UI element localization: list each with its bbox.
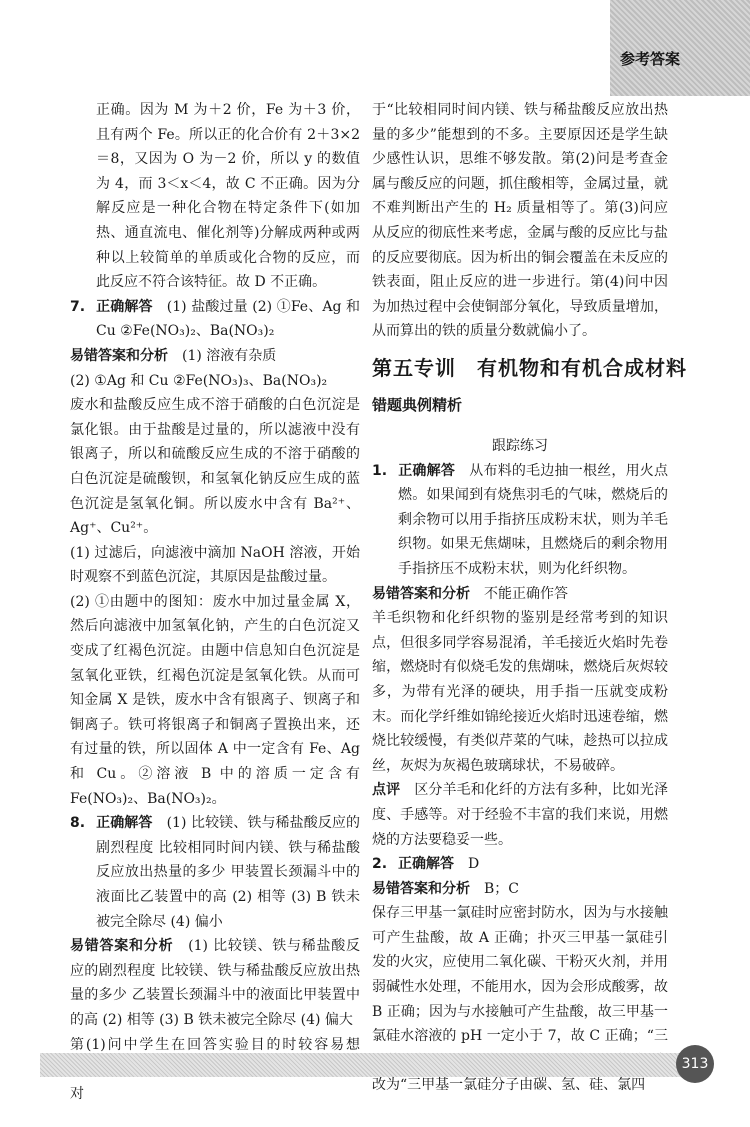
left-column	[70, 98, 360, 1106]
q7-number: 7.	[70, 298, 86, 315]
header-tab-label: 参考答案	[620, 50, 681, 68]
q7-answer	[70, 295, 360, 344]
q1-analysis: 羊毛织物和化纤织物的鉴别是经常考到的知识点，但很多同学容易混淆，羊毛接近火焰时先卷缩，燃烧时有似烧毛发的焦煳味，燃烧后灰烬较多，为带有光泽的硬块，用手指一压就变成粉末。而化学纤维如锦纶接近火焰时迅速卷缩，燃烧比较缓慢，有类似芹菜的气味，趁热可以拉成丝，灰烬为灰褐色玻璃球状，不易破碎。	[372, 610, 668, 774]
q8-error	[70, 934, 360, 1032]
q7-error-text: (1) 溶液有杂质	[182, 347, 277, 364]
q2-error-label: 易错答案和分析	[372, 880, 470, 897]
q7-error	[70, 344, 360, 369]
page-number: 313	[676, 1045, 714, 1083]
q2-correct-text: D	[468, 856, 480, 873]
q1-comment-label: 点评	[372, 782, 401, 799]
q8-error-text: (1) 比较镁、铁与稀盐酸反应的剧烈程度 比较镁、铁与稀盐酸反应放出热量的多少 乙装置长颈漏斗中的液面比甲装置中的高 (2) 相等 (3) B 铁未被完全除尽 (4) 偏大	[70, 938, 361, 1028]
q7-error-line2: (2) ①Ag 和 Cu ②Fe(NO₃)₃、Ba(NO₃)₂	[70, 372, 328, 389]
q2-error	[372, 877, 668, 902]
section-title: 第五专训 有机物和有机合成材料	[372, 356, 687, 380]
q1-error-label: 易错答案和分析	[372, 585, 470, 602]
q7-analysis-1: 废水和盐酸反应生成不溶于硝酸的白色沉淀是氯化银。由于盐酸是过量的，所以滤液中没有银离子，所以和硫酸反应生成的不溶于硝酸的白色沉淀是硫酸钡，和氢氧化钠反应生成的蓝色沉淀是氢氧化铜。所以废水中含有 Ba²⁺、Ag⁺、Cu²⁺。	[70, 397, 360, 537]
q8-answer	[70, 811, 360, 934]
q1-correct-label: 正确解答	[398, 462, 456, 479]
practice-heading: 跟踪练习	[492, 438, 548, 454]
q8-analysis: 第(1)问中学生在回答实验目的时较容易想 对	[70, 1036, 360, 1102]
q1-error	[372, 582, 668, 607]
q1-answer	[372, 459, 668, 582]
q1-comment	[372, 778, 668, 852]
q1-comment-text: 区分羊毛和化纤的方法有多种，比如光泽度、手感等。对于经验不丰富的我们来说，用燃烧的方法要稳妥一些。	[372, 782, 669, 848]
q1-error-text: 不能正确作答	[484, 585, 568, 602]
q7-error-label: 易错答案和分析	[70, 347, 168, 364]
q2-number: 2.	[372, 856, 388, 873]
q7-correct-label: 正确解答	[96, 298, 153, 315]
q2-error-text: B；C	[484, 880, 519, 897]
q8-number: 8.	[70, 815, 86, 832]
q2-answer	[372, 852, 668, 877]
q1-correct-text: 从布料的毛边抽一根丝，用火点燃。如果闻到有烧焦羽毛的气味，燃烧后的剩余物可以用手指挤压成粉末状，则为羊毛织物。如果无焦煳味，且燃烧后的剩余物用手指挤压不成粉末状，则为化纤织物。	[398, 462, 669, 577]
right-column-top	[372, 98, 668, 344]
left-continuation-paragraph: 正确。因为 M 为＋2 价，Fe 为＋3 价，且有两个 Fe。所以正的化合价有 2＋3×2＝8，又因为 O 为－2 价，所以 y 的数值为 4，而 3＜x＜4，故 C 不正确。因为分解反应是一种化合物在特定条件下(如加热、通直流电、催化剂等)分解成两种或两种以上较简单的单质或化合物的反应，而此反应不符合该特征。故 D 不正确。	[96, 102, 360, 291]
right-column-bottom	[372, 434, 668, 1098]
q7-analysis-3: (2) ①由题中的图知：废水中加过量金属 X，然后向滤液中加氢氧化钠，产生的白色沉淀又变成了红褐色沉淀。由题中信息知白色沉淀是氢氧化亚铁，红褐色沉淀是氢氧化铁。从而可知金属 X 是铁，废水中含有银离子、钡离子和铜离子。铁可将银离子和铜离子置换出来，还有过量的铁，所以固体 A 中一定含有 Fe、Ag 和 Cu。②溶液 B 中的溶质一定含有 Fe(NO₃)₂、Ba(NO₃)₂。	[70, 593, 360, 807]
q1-number: 1.	[372, 462, 388, 479]
right-continuation-paragraph: 于“比较相同时间内镁、铁与稀盐酸反应放出热量的多少”能想到的不多。主要原因还是学生缺少感性认识，思维不够发散。第(2)问是考查金属与酸反应的问题，抓住酸相等，金属过量，就不难判断出产生的 H₂ 质量相等了。第(3)问应从反应的彻底性来考虑，金属与酸的反应比与盐的反应要彻底。因为析出的铜会覆盖在未反应的铁表面，阻止反应的进一步进行。第(4)问中因为加热过程中会使铜部分氧化，导致质量增加，从而算出的铁的质量分数就偏小了。	[372, 102, 668, 340]
footer-band	[40, 1053, 690, 1077]
q8-error-label: 易错答案和分析	[70, 938, 174, 955]
q8-correct-label: 正确解答	[96, 815, 153, 832]
q7-analysis-2: (1) 过滤后，向滤液中滴加 NaOH 溶液，开始时观察不到蓝色沉淀，其原因是盐酸过量。	[70, 544, 360, 586]
q7-correct-text: (1) 盐酸过量 (2) ①Fe、Ag 和 Cu ②Fe(NO₃)₂、Ba(NO₃)₂	[96, 298, 361, 340]
q8-correct-text: (1) 比较镁、铁与稀盐酸反应的剧烈程度 比较相同时间内镁、铁与稀盐酸反应放出热量的多少 甲装置长颈漏斗中的液面比乙装置中的高 (2) 相等 (3) B 铁未被完全除尽 (4) 偏小	[96, 815, 361, 930]
q2-correct-label: 正确解答	[398, 856, 454, 873]
q2-analysis: 保存三甲基一氯硅时应密封防水，因为与水接触可产生盐酸，故 A 正确；扑灭三甲基一氯硅引发的火灾，应使用二氧化碳、干粉灭火剂，并用弱碱性水处理，不能用水，因为会形成酸雾，故 B 正确；因为与水接触可产生盐酸，故三甲基一氯硅水溶液的 pH 一定小于 7，故 C 正确；“三 改为“三甲基一氯硅分子由碳、氢、硅、氯四	[372, 905, 668, 1094]
subsection-title: 错题典例精析	[372, 396, 463, 414]
